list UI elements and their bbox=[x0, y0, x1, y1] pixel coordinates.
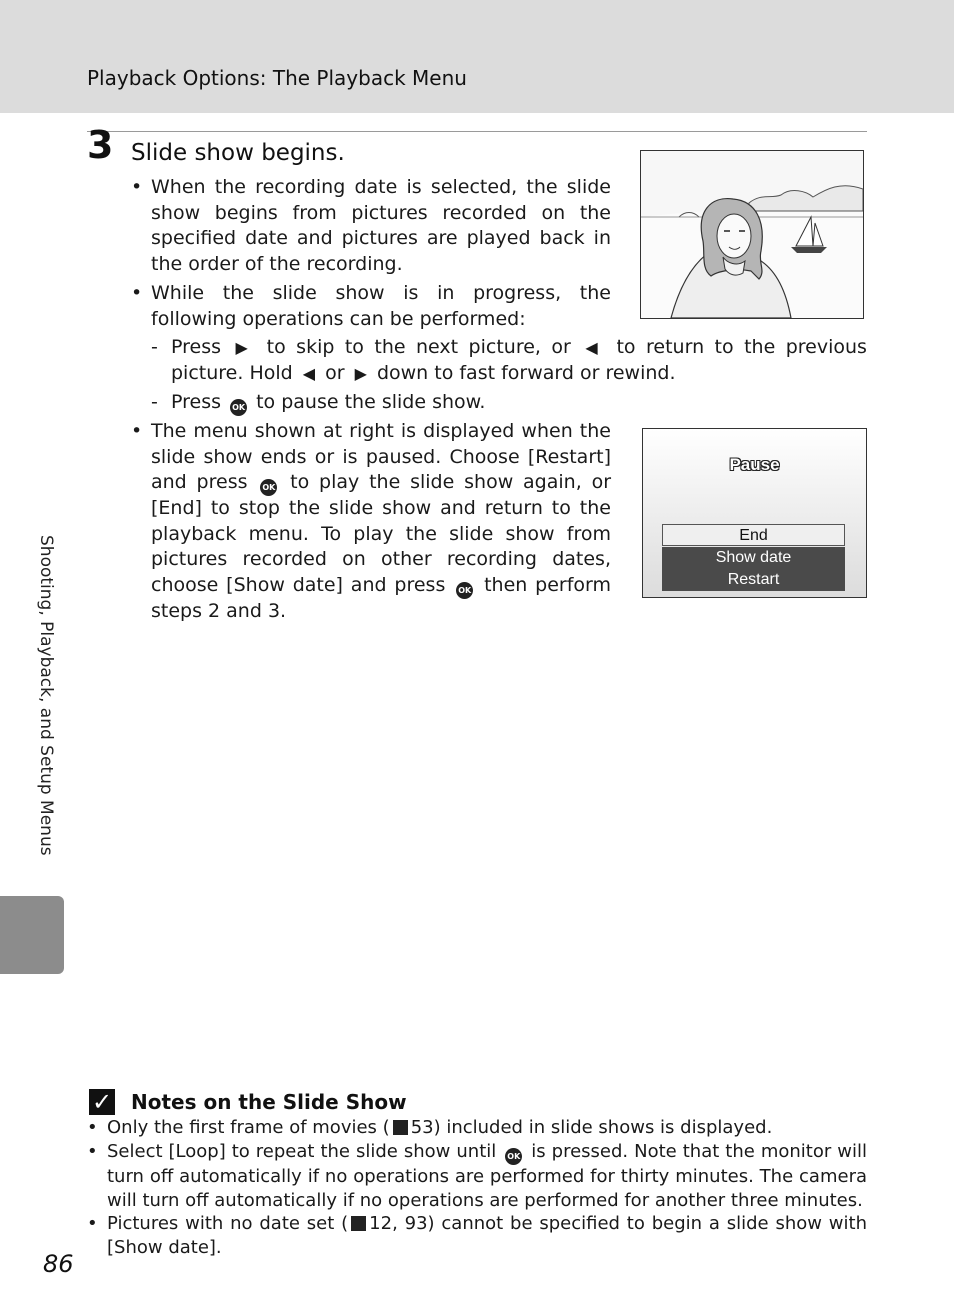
note-text bbox=[107, 1116, 772, 1140]
bullet-recording-date bbox=[131, 175, 611, 277]
subitem-text-part: Press bbox=[171, 391, 222, 413]
note-text-part: 12, 93) cannot be specified to begin a slide show with [Show date]. bbox=[107, 1213, 867, 1258]
bullet-text bbox=[151, 419, 611, 624]
bullet-operations bbox=[131, 281, 611, 332]
side-section-label: Shooting, Playback, and Setup Menus bbox=[36, 535, 56, 856]
note-text-part: is pressed. Note that the monitor will turn off automatically if no operations are performed for thirty minutes. The camera will turn off automatically if no operations are performed for another three minutes. bbox=[107, 1141, 867, 1211]
section-divider bbox=[87, 131, 867, 132]
note-text-part: Select [Loop] to repeat the slide show until bbox=[107, 1141, 497, 1162]
portrait-illustration bbox=[641, 151, 863, 318]
subitem-text-part: Press bbox=[171, 336, 222, 358]
note-text bbox=[107, 1212, 867, 1260]
ok-button-icon: OK bbox=[230, 399, 247, 416]
subitem-text-part: to return to the previous picture. Hold bbox=[171, 336, 867, 384]
menu-item-end[interactable]: End bbox=[662, 524, 845, 546]
bullet-dot: • bbox=[87, 1141, 98, 1162]
step-number: 3 bbox=[87, 123, 114, 167]
right-arrow-icon: ▶ bbox=[235, 338, 253, 357]
bullet-dot: • bbox=[131, 176, 143, 198]
bullet-text-part: then perform steps 2 and 3. bbox=[151, 573, 612, 622]
step-heading: Slide show begins. bbox=[131, 140, 345, 166]
pause-menu bbox=[642, 428, 867, 598]
slideshow-photo bbox=[640, 150, 864, 319]
note-text-part: Only the first frame of movies ( bbox=[107, 1117, 390, 1138]
page-header bbox=[0, 0, 954, 113]
dash: - bbox=[151, 336, 158, 358]
ok-button-icon: OK bbox=[505, 1148, 522, 1165]
bullet-dot: • bbox=[87, 1213, 98, 1234]
left-arrow-icon: ◀ bbox=[585, 338, 603, 357]
menu-item-restart[interactable]: Restart bbox=[662, 569, 845, 591]
note-no-date bbox=[87, 1212, 867, 1260]
header-title: Playback Options: The Playback Menu bbox=[87, 66, 467, 90]
right-arrow-icon: ▶ bbox=[354, 363, 367, 383]
bullet-text-part: The menu shown at right is displayed when the slide show ends or is paused. Choose [Restart] and press bbox=[151, 420, 611, 493]
ok-button-icon: OK bbox=[260, 479, 277, 496]
notes-title: Notes on the Slide Show bbox=[131, 1090, 407, 1114]
pause-menu-title: Pause bbox=[729, 455, 780, 474]
menu-item-show-date[interactable]: Show date bbox=[662, 547, 845, 569]
subitem-text-part: down to fast forward or rewind. bbox=[376, 361, 676, 384]
note-movies bbox=[87, 1116, 867, 1140]
side-section-tab bbox=[0, 896, 64, 974]
page-number: 86 bbox=[43, 1250, 74, 1278]
note-text-part: 53) included in slide shows is displayed. bbox=[410, 1117, 773, 1138]
bullet-dot: • bbox=[131, 282, 143, 304]
bullet-text: When the recording date is selected, the slide show begins from pictures recorded on the specified date and pictures are played back in the order of the recording. bbox=[151, 176, 611, 275]
ok-button-icon: OK bbox=[456, 582, 473, 599]
left-arrow-icon: ◀ bbox=[302, 363, 316, 383]
subitem-text-part: or bbox=[325, 361, 345, 384]
bullet-text-part: to play the slide show again, or [End] to stop the slide show and return to the playback menu. To play the slide show from pictures recorded on other recording dates, choose [Show date] and press bbox=[151, 471, 612, 596]
note-text-part: Pictures with no date set ( bbox=[107, 1213, 349, 1234]
page-reference-icon bbox=[393, 1120, 408, 1135]
bullet-menu bbox=[131, 419, 611, 624]
checkmark-icon: ✓ bbox=[89, 1089, 115, 1115]
bullet-dot: • bbox=[87, 1117, 98, 1138]
bullet-text: While the slide show is in progress, the following operations can be performed: bbox=[151, 282, 611, 330]
note-loop bbox=[87, 1140, 867, 1213]
subitem-text-part: to pause the slide show. bbox=[256, 391, 486, 413]
subitem-text bbox=[171, 390, 485, 416]
subitem-text bbox=[171, 335, 867, 386]
page-reference-icon bbox=[351, 1216, 366, 1231]
subitem-text-part: to skip to the next picture, or bbox=[266, 336, 571, 358]
subitem-skip bbox=[151, 335, 867, 386]
bullet-dot: • bbox=[131, 420, 143, 442]
dash: - bbox=[151, 391, 158, 413]
subitem-pause bbox=[151, 390, 867, 416]
note-text bbox=[107, 1140, 867, 1213]
